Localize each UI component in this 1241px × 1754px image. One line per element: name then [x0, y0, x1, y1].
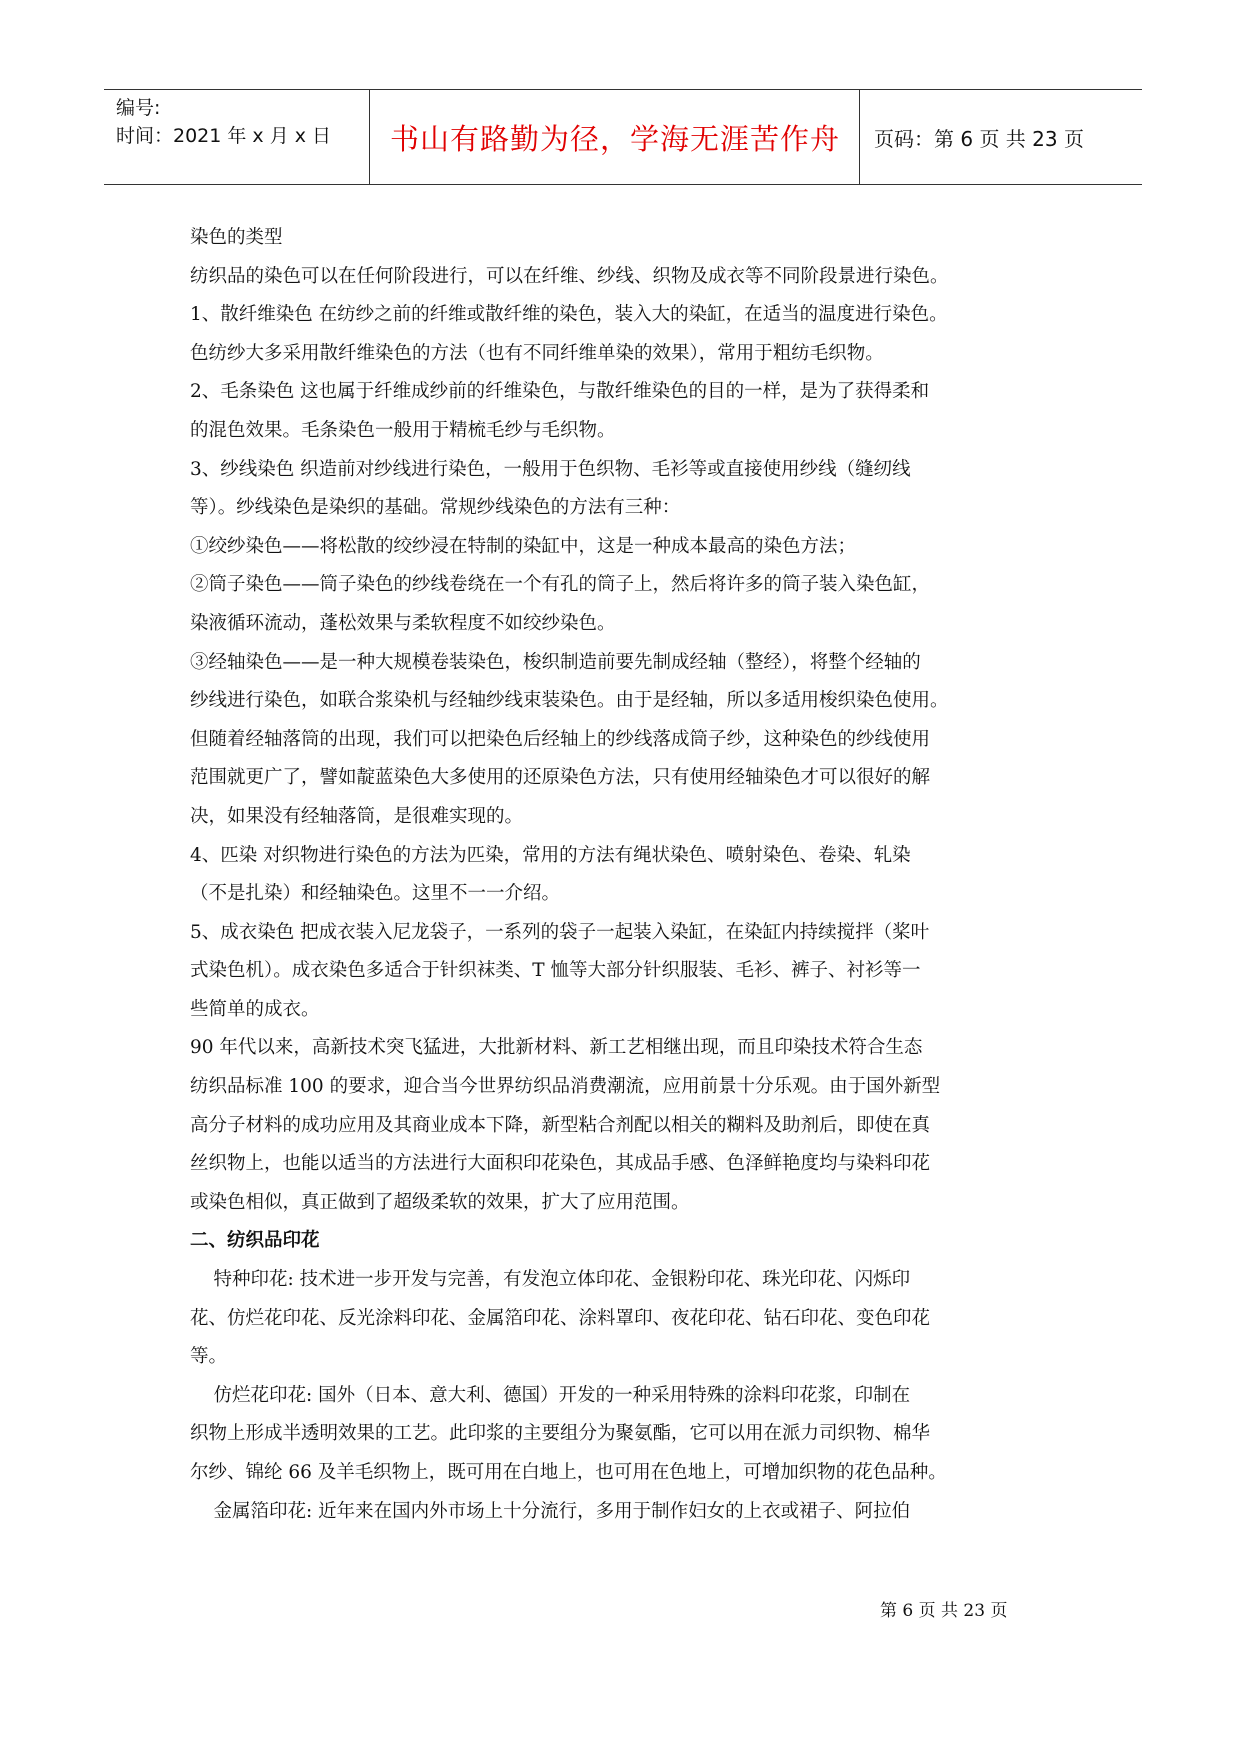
- body-line: 丝织物上，也能以适当的方法进行大面积印花染色，其成品手感、色泽鲜艳度均与染料印花: [190, 1153, 931, 1175]
- body-line: 色纺纱大多采用散纤维染色的方法（也有不同纤维单染的效果），常用于粗纺毛织物。: [190, 342, 884, 364]
- body-line: ①绞纱染色——将松散的绞纱浸在特制的染缸中，这是一种成本最高的染色方法；: [190, 535, 857, 557]
- body-line: 等。: [190, 1346, 228, 1368]
- body-line: 式染色机）。成衣染色多适合于针织袜类、T 恤等大部分针织服装、毛衫、裤子、衬衫等一: [190, 960, 921, 982]
- section-heading: 二、纺织品印花: [190, 1230, 320, 1252]
- body-line: 等）。纱线染色是染织的基础。常规纱线染色的方法有三种：: [190, 497, 681, 519]
- body-line: 纺织品的染色可以在任何阶段进行，可以在纤维、纱线、织物及成衣等不同阶段景进行染色。: [190, 265, 949, 287]
- page-footer: 第 6 页 共 23 页: [880, 1601, 1008, 1621]
- time-label: 时间：2021 年 x 月 x 日: [116, 125, 332, 147]
- body-line: 1、散纤维染色 在纺纱之前的纤维或散纤维的染色，装入大的染缸，在适当的温度进行染色。: [190, 304, 948, 326]
- header-divider: [859, 90, 860, 184]
- body-line: 金属箔印花: 近年来在国内外市场上十分流行，多用于制作妇女的上衣或裙子、阿拉伯: [190, 1500, 911, 1522]
- body-line: （不是扎染）和经轴染色。这里不一一介绍。: [190, 883, 561, 905]
- body-line: 5、成衣染色 把成衣装入尼龙袋子，一系列的袋子一起装入染缸，在染缸内持续搅拌（桨叶: [190, 921, 930, 943]
- body-line: ②筒子染色——筒子染色的纱线卷绕在一个有孔的筒子上，然后将许多的筒子装入染色缸，: [190, 574, 931, 596]
- header-motto: 书山有路勤为径，学海无涯苦作舟: [389, 121, 840, 156]
- body-line: 织物上形成半透明效果的工艺。此印浆的主要组分为聚氨酯，它可以用在派力司织物、棉华: [190, 1423, 931, 1445]
- body-line: 4、匹染 对织物进行染色的方法为匹染，常用的方法有绳状染色、喷射染色、卷染、轧染: [190, 844, 911, 866]
- header-page-code: 页码：第 6 页 共 23 页: [874, 126, 1084, 151]
- body-line: 的混色效果。毛条染色一般用于精梳毛纱与毛织物。: [190, 419, 616, 441]
- body-line: 2、毛条染色 这也属于纤维成纱前的纤维染色，与散纤维染色的目的一样，是为了获得柔和: [190, 381, 930, 403]
- number-label: 编号:: [116, 97, 161, 119]
- body-line: ③经轴染色——是一种大规模卷装染色，梭织制造前要先制成经轴（整经），将整个经轴的: [190, 651, 921, 673]
- section-heading: 染色的类型: [190, 227, 283, 248]
- body-line: 决，如果没有经轴落筒，是很难实现的。: [190, 805, 524, 827]
- body-line: 但随着经轴落筒的出现，我们可以把染色后经轴上的纱线落成筒子纱，这种染色的纱线使用: [190, 728, 931, 750]
- body-line: 纱线进行染色，如联合浆染机与经轴纱线束装染色。由于是经轴，所以多适用梭织染色使用。: [190, 690, 949, 712]
- body-line: 染液循环流动，蓬松效果与柔软程度不如绞纱染色。: [190, 612, 616, 634]
- body-line: 范围就更广了，譬如靛蓝染色大多使用的还原染色方法，只有使用经轴染色才可以很好的解: [190, 767, 931, 789]
- body-line: 90 年代以来，高新技术突飞猛进，大批新材料、新工艺相继出现，而且印染技术符合生态: [190, 1037, 923, 1059]
- body-line: 高分子材料的成功应用及其商业成本下降，新型粘合剂配以相关的糊料及助剂后，即使在真: [190, 1114, 931, 1136]
- body-line: 或染色相似，真正做到了超级柔软的效果，扩大了应用范围。: [190, 1191, 690, 1213]
- header-meta: [116, 94, 366, 150]
- body-line: 特种印花: 技术进一步开发与完善，有发泡立体印花、金银粉印花、珠光印花、闪烁印: [190, 1269, 911, 1291]
- body-line: 3、纱线染色 织造前对纱线进行染色，一般用于色织物、毛衫等或直接使用纱线（缝纫线: [190, 458, 911, 480]
- body-line: 些简单的成衣。: [190, 998, 320, 1020]
- body-line: 仿烂花印花: 国外（日本、意大利、德国）开发的一种采用特殊的涂料印花浆，印制在: [190, 1384, 911, 1406]
- document-body: [190, 219, 1060, 1531]
- body-line: 尔纱、锦纶 66 及羊毛织物上，既可用在白地上，也可用在色地上，可增加织物的花色品种。: [190, 1462, 947, 1483]
- header-table: [104, 89, 1142, 185]
- body-line: 花、仿烂花印花、反光涂料印花、金属箔印花、涂料罩印、夜花印花、钻石印花、变色印花: [190, 1307, 931, 1329]
- header-divider: [369, 90, 370, 184]
- body-line: 纺织品标准 100 的要求，迎合当今世界纺织品消费潮流，应用前景十分乐观。由于国外新型: [190, 1076, 941, 1098]
